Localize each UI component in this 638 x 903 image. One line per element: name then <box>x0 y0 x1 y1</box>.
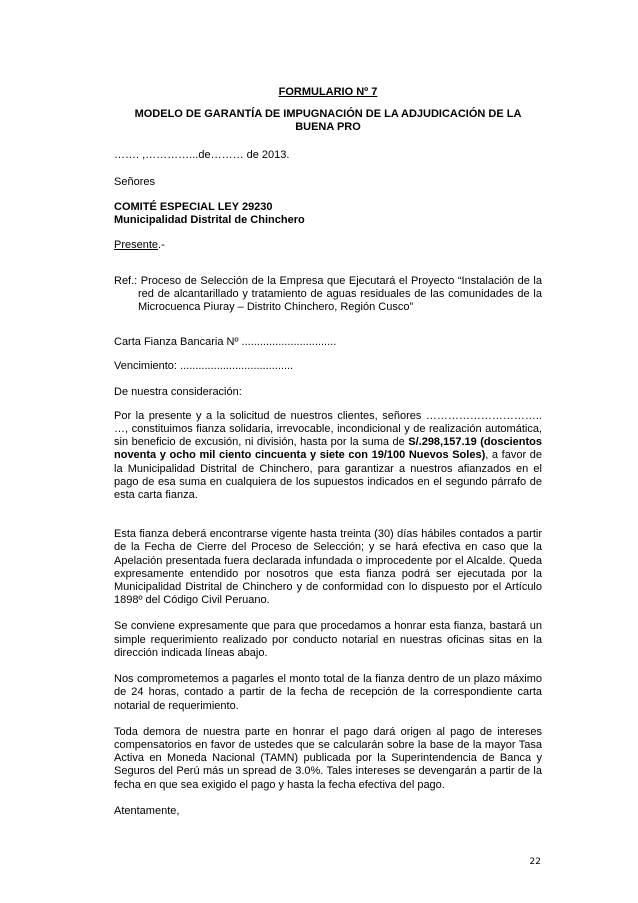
guarantee-amount: S/.298,157.19 (doscientos noventa y ocho mil ciento cincuenta y siete con 19/100 Nuevos Soles) <box>114 436 542 462</box>
date-line: ……. ,…………...de……… de 2013. <box>114 148 290 161</box>
addressee-block <box>114 201 542 227</box>
form-subtitle: MODELO DE GARANTÍA DE IMPUGNACIÓN DE LA ADJUDICACIÓN DE LA BUENA PRO <box>134 108 522 134</box>
presente-word: Presente <box>114 239 159 252</box>
greeting: Señores <box>114 175 155 188</box>
document-body <box>114 86 542 818</box>
paragraph-requirement: Se conviene expresamente que para que procedamos a honrar esta fianza, bastará un simple requerimiento realizado por conducto notarial en nuestras oficinas sitas en la dirección indicada líneas abajo. <box>114 620 542 659</box>
paragraph-payment-term: Nos comprometemos a pagarles el monto total de la fianza dentro de un plazo máximo de 24 horas, contado a partir de la fecha de recepción de la correspondiente carta notarial de requerimiento. <box>114 673 542 712</box>
presente-line <box>114 239 542 252</box>
paragraph-interest: Toda demora de nuestra parte en honrar el pago dará origen al pago de intereses compensatorios en favor de ustedes que se calcularán sobre la base de la mayor Tasa Activa en Moneda Nacional (TAMN) publicada por la Superintendencia de Banca y Seguros del Perú más un spread de 3.0%. Tales intereses se devengarán a partir de la fecha en que sea exigido el pago y hasta la fecha efectiva del pago. <box>114 725 542 791</box>
presente-suffix: .- <box>158 239 165 252</box>
expiration-line: Vencimiento: ..................................... <box>114 360 294 373</box>
form-title: FORMULARIO Nº 7 <box>278 86 378 98</box>
fianza-number-line: Carta Fianza Bancaria Nº ............................... <box>114 336 337 349</box>
paragraph-guarantee-start: Por la presente y a la solicitud de nuestros clientes, señores ………………………….. …, constituimos fianza solidaria, irrevocable, incondicional y de realización automática, sin beneficio de excusión, ni división, hasta por la suma de <box>114 409 542 449</box>
paragraph-validity: Esta fianza deberá encontrarse vigente hasta treinta (30) días hábiles contados a partir de la Fecha de Cierre del Proceso de Selección; y se hará efectiva en caso que la Apelación presentada fuera declarada infundada o improcedente por el Alcalde. Queda expresamente entendido por nosotros que esta fianza podrá ser ejecutada por la Municipalidad Distrital de Chinchero y de conformidad con lo dispuesto por el Artículo 1898º del Código Civil Peruano. <box>114 528 542 607</box>
page-number: 22 <box>529 857 541 867</box>
salutation: De nuestra consideración: <box>114 385 242 398</box>
closing: Atentamente, <box>114 804 180 817</box>
committee-name: COMITÉ ESPECIAL LEY 29230 <box>114 201 273 214</box>
reference-paragraph: Ref.: Proceso de Selección de la Empresa que Ejecutará el Proyecto “Instalación de la red de alcantarillado y tratamiento de aguas residuales de las comunidades de la Microcuenca Piuray – Distrito Chinchero, Región Cusco” <box>114 274 542 314</box>
paragraph-guarantee <box>114 410 542 502</box>
paragraph-guarantee-end: , a favor de la Municipalidad Distrital de Chinchero, para garantizar a nuestros afianzados en el pago de esa suma en cualquiera de los supuestos indicados en el segundo párrafo de esta carta fianza. <box>114 449 542 502</box>
municipality-name: Municipalidad Distrital de Chinchero <box>114 214 305 227</box>
